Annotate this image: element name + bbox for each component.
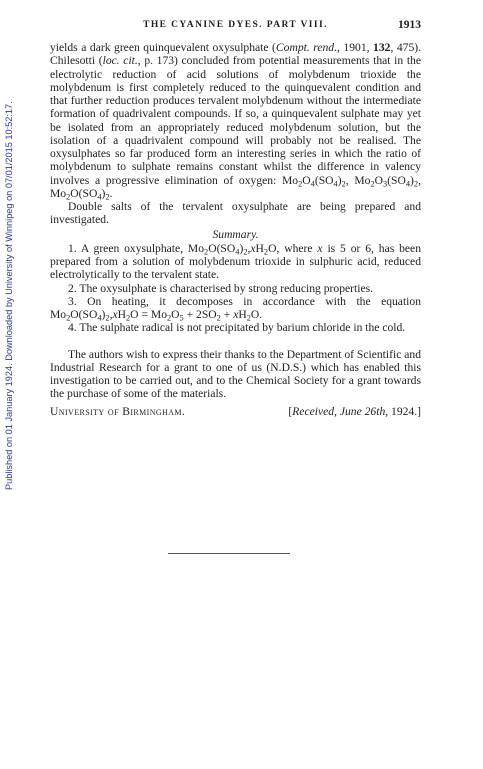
end-rule: [168, 553, 290, 554]
summary-item-4: 4. The sulphate radical is not precipitated by barium chloride in the cold.: [68, 321, 406, 335]
section-gap: [50, 335, 421, 348]
summary-item-3: 3. On heating, it decomposes in accordance with the equation $Mo_2O(SO_4)_2,xH_2O = Mo_2O_5 + 2SO_2 + xH_2O$.: [50, 294, 421, 323]
institution: University of Birmingham.: [50, 404, 186, 418]
summary-item-1: 1. A green oxysulphate, $Mo_2O(SO_4)_2,xH_2O$, where x is 5 or 6, has been prepared from a solution of molybdenum trioxide in sulphuric acid, reduced electrolytically to the tervalent state.: [50, 241, 421, 282]
running-head-title: THE CYANINE DYES. PART VIII.: [143, 20, 328, 30]
paragraph-molybdenum-series: yields a dark green quinquevalent oxysulphate (Compt. rend., 1901, 132, 475). Chilesotti (loc. cit., p. 173) concluded from potential measurements that in the electrolytic reduction of acid solutions of molybdenum trioxide the molybdenum is first completely reduced to the quinquevalent condition and that further reduction produces tervalent molybdenum without the intermediate formation of quadrivalent compounds. If so, a quinquevalent sulphate may yet be isolated from an appropriately reduced molybdenum solution, but the isolation of a quadrivalent compound will probably not be realised. The oxysulphates so far produced form an interesting series in which the ratio of molybdenum to sulphate remains constant whilst the difference in valency involves a progressive elimination of oxygen: $Mo_2O_4(SO_4)_2$, $Mo_2O_3(SO_4)_2$, $Mo_2O(SO_4)_2$.: [50, 41, 422, 202]
signature-line: [50, 405, 421, 418]
paragraph-double-salts: Double salts of the tervalent oxysulphate are being prepared and investigated.: [50, 200, 421, 227]
received-date: [Received, June 26th, 1924.]: [288, 404, 421, 418]
summary-heading: Summary.: [212, 227, 259, 241]
article-body: [50, 41, 421, 418]
running-head: [50, 20, 421, 36]
paragraph-acknowledgement: The authors wish to express their thanks to the Department of Scientific and Industrial Research for a grant to one of us (N.D.S.) which has enabled this investigation to be carried out, and to the Chemical Society for a grant towards the purchase of some of the materials.: [50, 347, 421, 401]
page-number: 1913: [398, 19, 421, 31]
download-watermark: [2, 70, 16, 490]
download-watermark-text: Published on 01 January 1924. Downloaded by University of Winnipeg on 07/01/2015 10:52:17.: [4, 101, 14, 490]
summary-item-2: 2. The oxysulphate is characterised by strong reducing properties.: [68, 281, 373, 295]
